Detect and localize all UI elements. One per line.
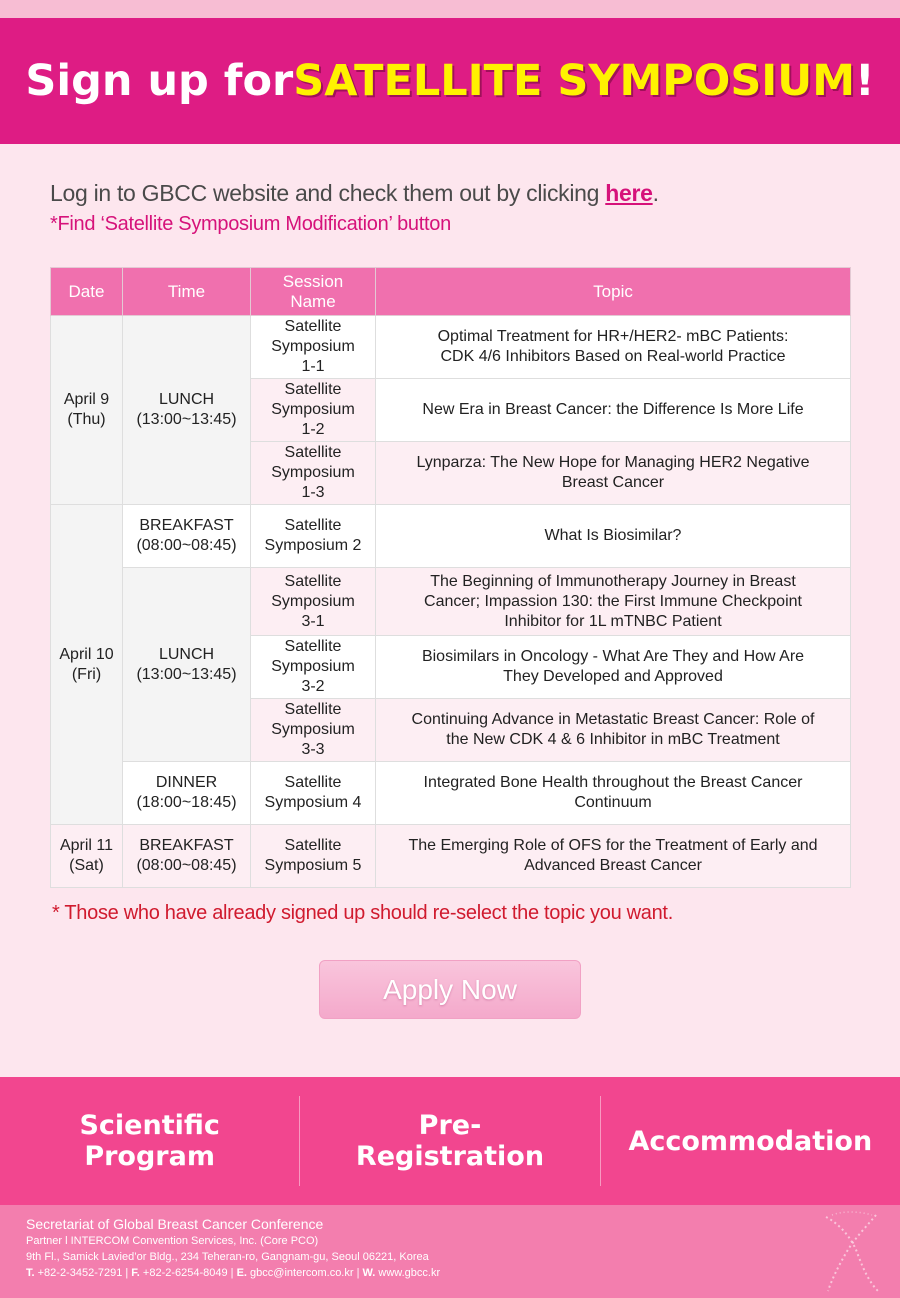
date-cell: April 10 (Fri) bbox=[51, 505, 123, 825]
table-row bbox=[51, 825, 851, 888]
header-banner bbox=[0, 18, 900, 144]
topic-cell: Integrated Bone Health throughout the Breast Cancer Continuum bbox=[376, 762, 851, 825]
email-value: gbcc@intercom.co.kr | bbox=[247, 1267, 363, 1279]
topic-cell: The Emerging Role of OFS for the Treatment of Early and Advanced Breast Cancer bbox=[376, 825, 851, 888]
topic-cell: Continuing Advance in Metastatic Breast Cancer: Role of the New CDK 4 & 6 Inhibitor in mBC Treatment bbox=[376, 699, 851, 762]
date-cell: April 9 (Thu) bbox=[51, 316, 123, 505]
session-cell: Satellite Symposium 3-2 bbox=[251, 636, 376, 699]
table-header-row bbox=[51, 268, 851, 316]
topic-cell: New Era in Breast Cancer: the Difference Is More Life bbox=[376, 379, 851, 442]
footer-partner: Partner l INTERCOM Convention Services, Inc. (Core PCO) bbox=[26, 1235, 319, 1247]
session-cell: Satellite Symposium 1-2 bbox=[251, 379, 376, 442]
nav-scientific-program[interactable]: Scientific Program bbox=[79, 1110, 220, 1172]
web-label: W. bbox=[362, 1267, 376, 1279]
topic-cell: Lynparza: The New Hope for Managing HER2 Negative Breast Cancer bbox=[376, 442, 851, 505]
time-cell: LUNCH (13:00~13:45) bbox=[123, 316, 251, 505]
intro-text: Log in to GBCC website and check them out by clicking bbox=[50, 180, 606, 206]
topic-cell: Biosimilars in Oncology - What Are They and How Are They Developed and Approved bbox=[376, 636, 851, 699]
header-time: Time bbox=[123, 268, 251, 316]
footer-text bbox=[26, 1215, 440, 1281]
reselect-note: * Those who have already signed up should re-select the topic you want. bbox=[52, 902, 673, 924]
nav-accommodation[interactable]: Accommodation bbox=[628, 1125, 873, 1157]
fax-value: +82-2-6254-8049 | bbox=[139, 1267, 237, 1279]
session-cell: Satellite Symposium 1-3 bbox=[251, 442, 376, 505]
page-title bbox=[0, 18, 900, 144]
table-row bbox=[51, 762, 851, 825]
footer-address: 9th Fl., Samick Lavied’or Bldg., 234 Teheran-ro, Gangnam-gu, Seoul 06221, Korea bbox=[26, 1251, 429, 1263]
table-row bbox=[51, 505, 851, 568]
header-topic: Topic bbox=[376, 268, 851, 316]
web-value: www.gbcc.kr bbox=[375, 1267, 441, 1279]
header-session: Session Name bbox=[251, 268, 376, 316]
here-link[interactable]: here bbox=[605, 180, 653, 206]
title-suffix: ! bbox=[855, 56, 875, 106]
time-cell: BREAKFAST (08:00~08:45) bbox=[123, 825, 251, 888]
footer bbox=[0, 1205, 900, 1298]
intro-end: . bbox=[652, 180, 659, 206]
top-strip bbox=[0, 0, 900, 18]
header-date: Date bbox=[51, 268, 123, 316]
apply-now-button[interactable]: Apply Now bbox=[319, 960, 581, 1019]
footer-contact bbox=[26, 1265, 440, 1281]
time-cell: DINNER (18:00~18:45) bbox=[123, 762, 251, 825]
tel-value: +82-2-3452-7291 | bbox=[34, 1267, 132, 1279]
time-cell: LUNCH (13:00~13:45) bbox=[123, 568, 251, 762]
time-cell: BREAKFAST (08:00~08:45) bbox=[123, 505, 251, 568]
session-cell: Satellite Symposium 2 bbox=[251, 505, 376, 568]
session-cell: Satellite Symposium 3-3 bbox=[251, 699, 376, 762]
nav-pre-registration[interactable]: Pre- Registration bbox=[355, 1110, 545, 1172]
intro bbox=[50, 180, 850, 236]
schedule-table bbox=[50, 267, 851, 888]
session-cell: Satellite Symposium 5 bbox=[251, 825, 376, 888]
nav-band bbox=[0, 1077, 900, 1205]
date-cell: April 11 (Sat) bbox=[51, 825, 123, 888]
title-highlight: SATELLITE SYMPOSIUM bbox=[293, 56, 855, 106]
topic-cell: Optimal Treatment for HR+/HER2- mBC Patients: CDK 4/6 Inhibitors Based on Real-world Practice bbox=[376, 316, 851, 379]
session-cell: Satellite Symposium 3-1 bbox=[251, 568, 376, 636]
ribbon-logo-icon bbox=[818, 1209, 888, 1295]
topic-cell: What Is Biosimilar? bbox=[376, 505, 851, 568]
schedule-body bbox=[51, 316, 851, 888]
fax-label: F. bbox=[131, 1267, 140, 1279]
table-row bbox=[51, 316, 851, 379]
title-prefix: Sign up for bbox=[25, 56, 294, 106]
email-label: E. bbox=[236, 1267, 247, 1279]
footer-title: Secretariat of Global Breast Cancer Conference bbox=[26, 1216, 324, 1232]
intro-note: *Find ‘Satellite Symposium Modification’ button bbox=[50, 213, 451, 235]
table-row bbox=[51, 568, 851, 636]
tel-label: T. bbox=[26, 1267, 35, 1279]
intro-line bbox=[50, 180, 850, 207]
topic-cell: The Beginning of Immunotherapy Journey in Breast Cancer; Impassion 130: the First Immune Checkpoint Inhibitor for 1L mTNBC Patient bbox=[376, 568, 851, 636]
session-cell: Satellite Symposium 1-1 bbox=[251, 316, 376, 379]
session-cell: Satellite Symposium 4 bbox=[251, 762, 376, 825]
